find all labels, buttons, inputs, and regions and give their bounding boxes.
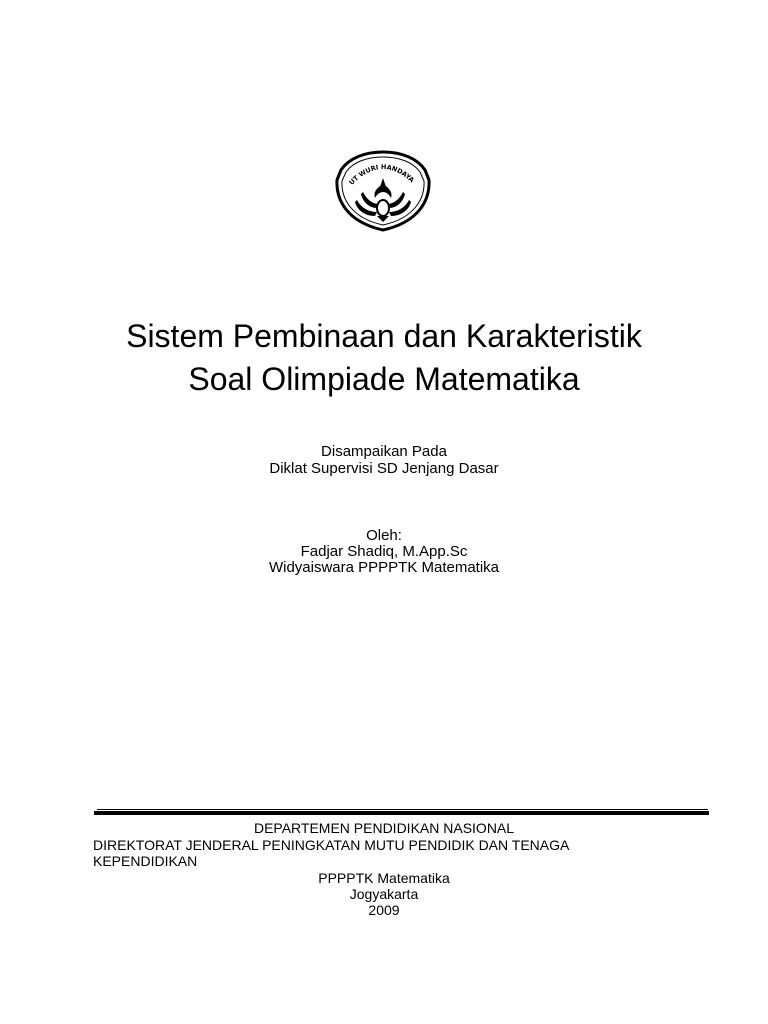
- tut-wuri-handayani-logo: [333, 148, 433, 234]
- author-name: Fadjar Shadiq, M.App.Sc: [300, 543, 468, 560]
- footer-year: 2009: [368, 902, 400, 918]
- document-title-line-2: Soal Olimpiade Matematika: [188, 361, 580, 397]
- footer-divider-thin: [97, 809, 708, 810]
- footer-directorate-line-2: KEPENDIDIKAN: [93, 853, 198, 869]
- author-role: Widyaiswara PPPPTK Matematika: [268, 559, 500, 576]
- footer-institution: PPPPTK Matematika: [318, 870, 450, 886]
- footer-department: DEPARTEMEN PENDIDIKAN NASIONAL: [253, 820, 515, 836]
- logo-motto: UT WURI HANDAYA: [347, 162, 416, 187]
- presented-label: Disampaikan Pada: [321, 443, 447, 460]
- footer-divider-thick: [94, 811, 709, 815]
- footer-city: Jogyakarta: [349, 886, 419, 902]
- tut-wuri-handayani-emblem-icon: [333, 148, 433, 234]
- presented-event: Diklat Supervisi SD Jenjang Dasar: [269, 460, 499, 477]
- author-label: Oleh:: [366, 527, 402, 544]
- document-title-line-1: Sistem Pembinaan dan Karakteristik: [126, 318, 642, 354]
- footer-directorate-line-1: DIREKTORAT JENDERAL PENINGKATAN MUTU PENDIDIK DAN TENAGA: [93, 837, 570, 853]
